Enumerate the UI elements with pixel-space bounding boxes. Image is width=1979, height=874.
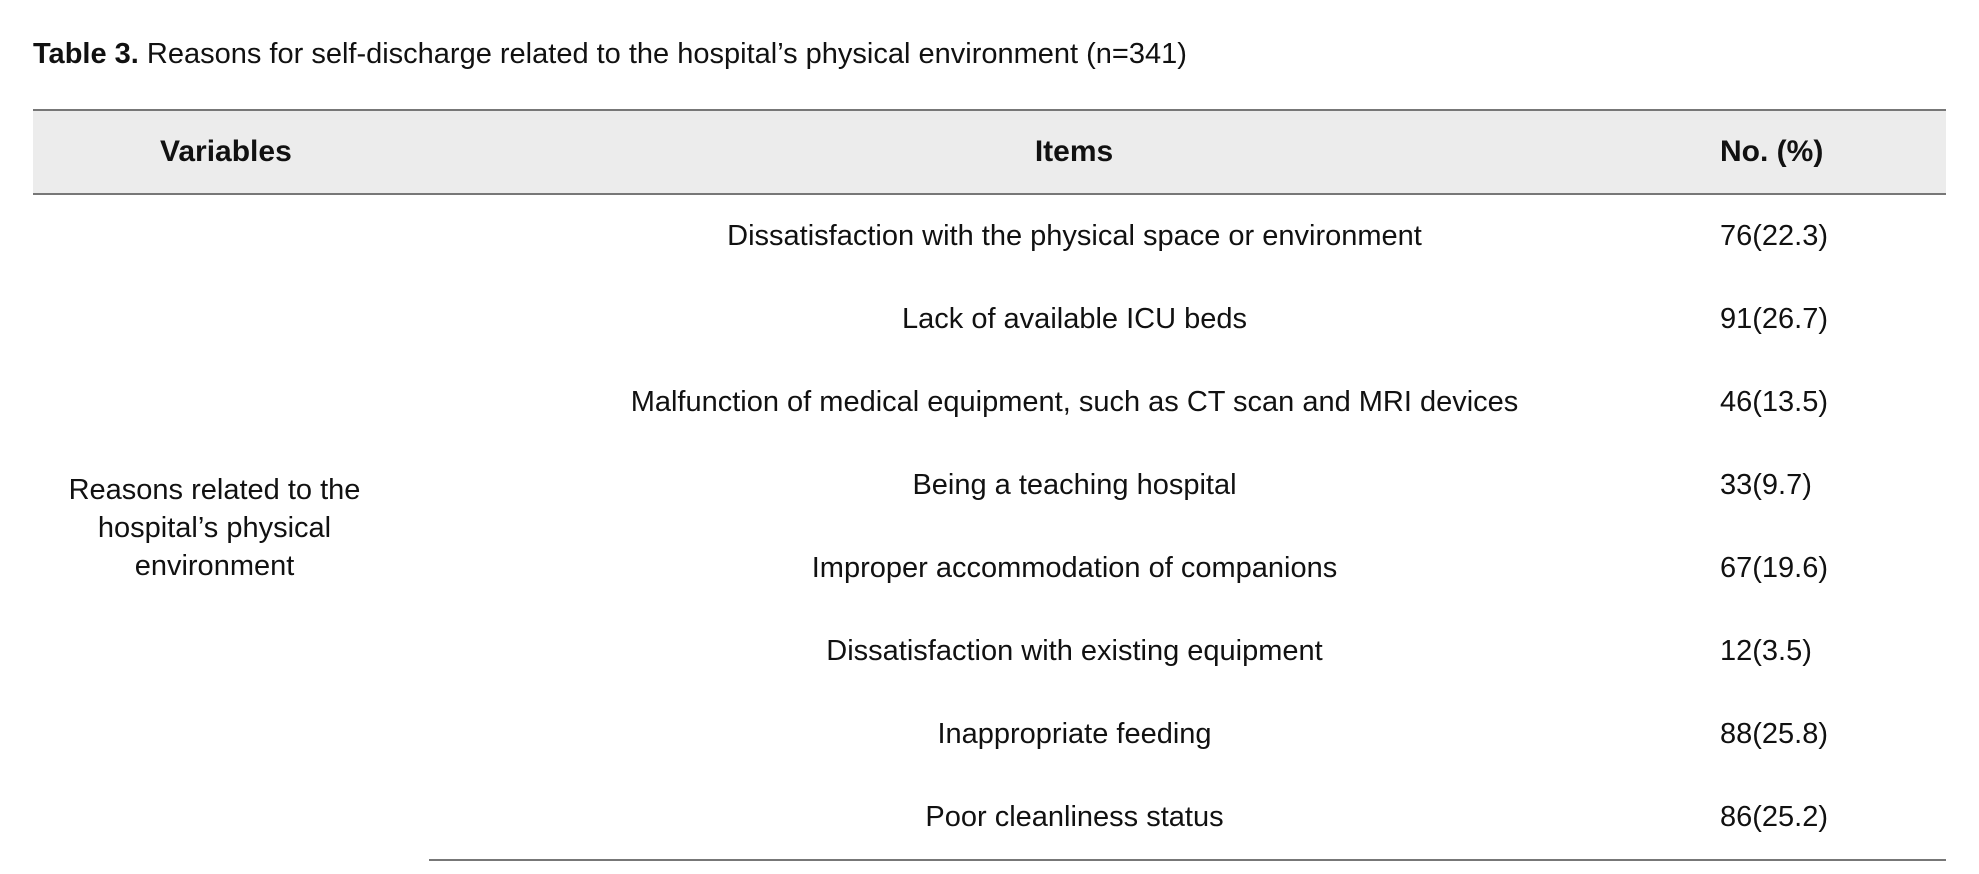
variable-label: Reasons related to the hospital’s physical environment bbox=[68, 473, 361, 582]
column-header-items: Items bbox=[429, 110, 1719, 194]
table-caption bbox=[33, 34, 1187, 74]
variable-cell bbox=[33, 194, 429, 860]
table-caption-text: Reasons for self-discharge related to the hospital’s physical environment (n=341) bbox=[138, 38, 1187, 70]
table-row bbox=[33, 194, 1946, 278]
item-cell: Being a teaching hospital bbox=[912, 469, 1237, 501]
value-cell: 88(25.8) bbox=[1720, 718, 1829, 750]
item-cell: Inappropriate feeding bbox=[937, 718, 1212, 750]
value-cell: 86(25.2) bbox=[1719, 776, 1946, 860]
item-cell: Lack of available ICU beds bbox=[902, 303, 1247, 335]
item-cell: Poor cleanliness status bbox=[429, 776, 1719, 860]
value-cell: 33(9.7) bbox=[1720, 469, 1812, 501]
table-container bbox=[33, 109, 1946, 861]
item-cell: Dissatisfaction with the physical space or environment bbox=[727, 220, 1422, 252]
item-cell: Improper accommodation of companions bbox=[811, 552, 1338, 584]
data-table bbox=[33, 109, 1946, 861]
table-header-row bbox=[33, 110, 1946, 194]
item-cell: Malfunction of medical equipment, such as CT scan and MRI devices bbox=[630, 386, 1519, 418]
item-cell: Dissatisfaction with existing equipment bbox=[826, 635, 1323, 667]
value-cell: 91(26.7) bbox=[1720, 303, 1829, 335]
value-cell: 12(3.5) bbox=[1720, 635, 1812, 667]
column-header-number-percent: No. (%) bbox=[1719, 110, 1946, 194]
column-header-variables: Variables bbox=[33, 110, 429, 194]
value-cell: 46(13.5) bbox=[1720, 386, 1829, 418]
table-caption-label: Table 3. bbox=[33, 38, 139, 70]
value-cell: 67(19.6) bbox=[1720, 552, 1829, 584]
value-cell: 76(22.3) bbox=[1720, 220, 1829, 252]
